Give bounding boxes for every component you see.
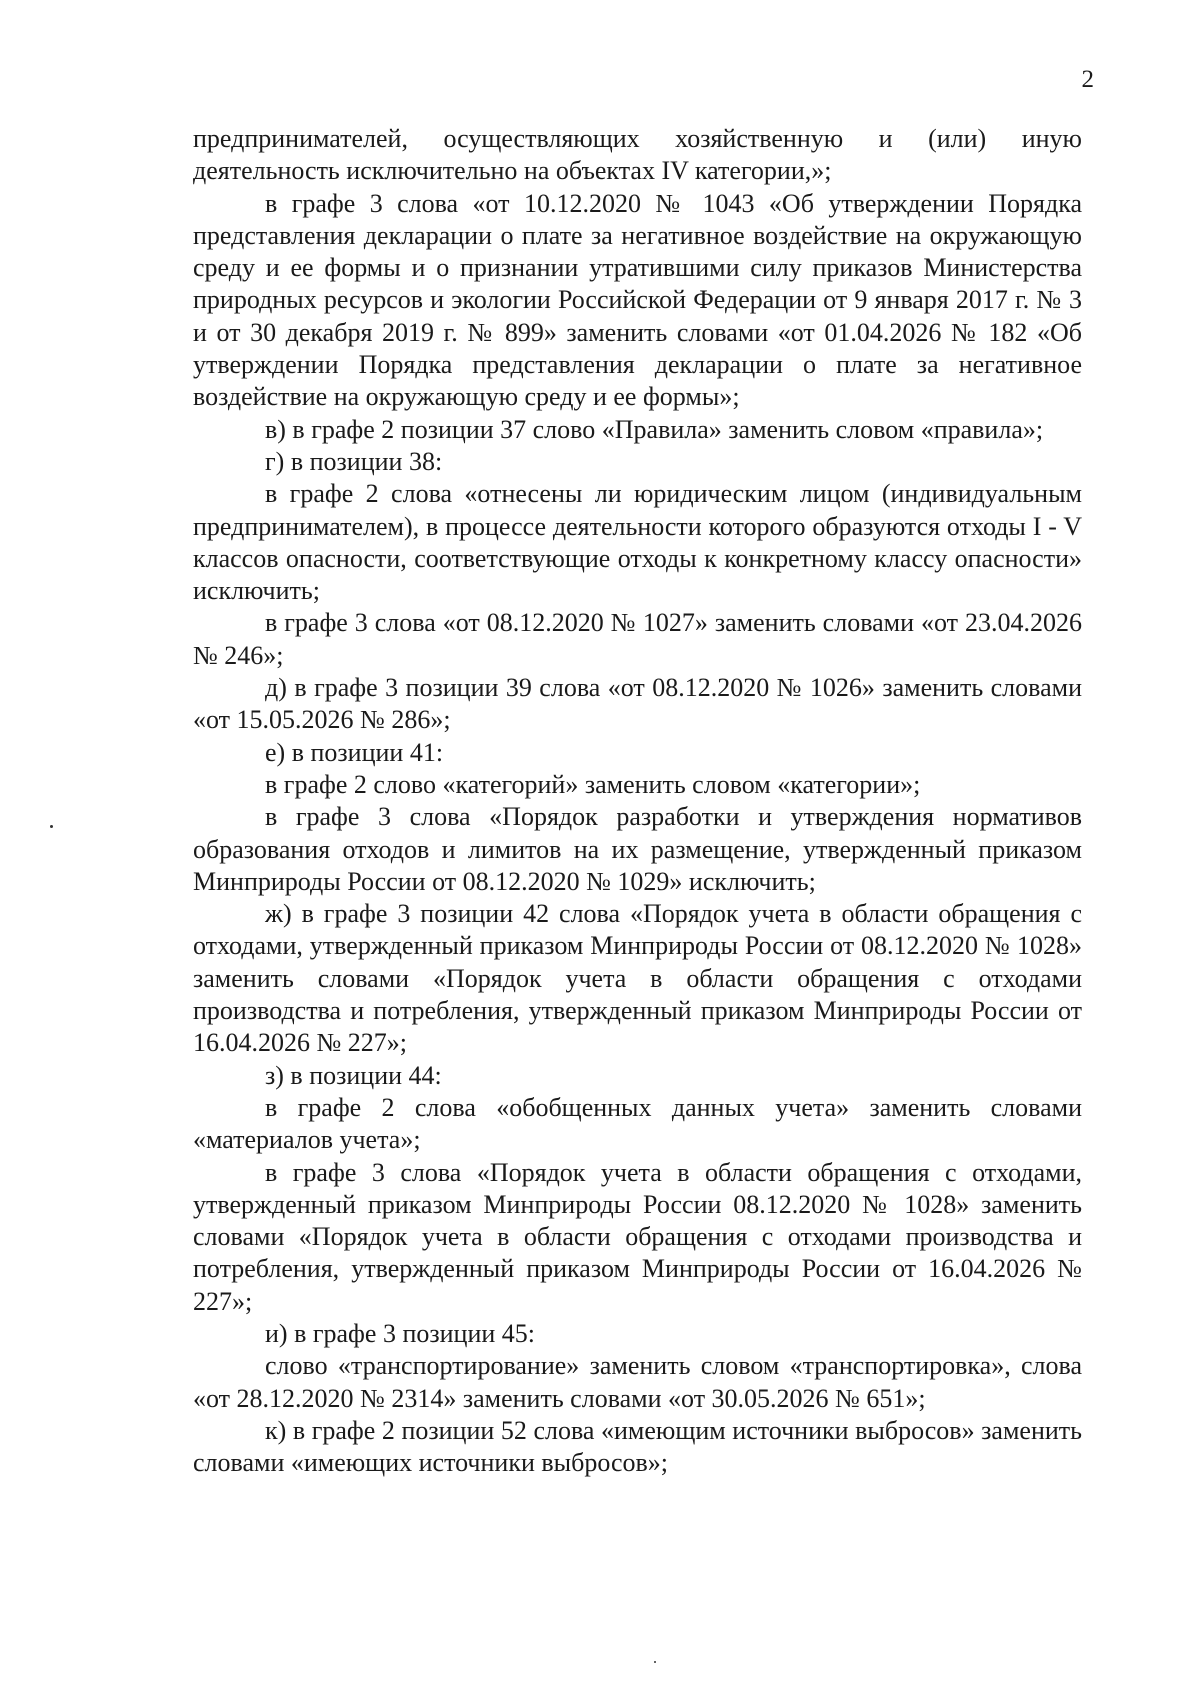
page-number: 2 [1081,66,1094,93]
paragraph: з) в позиции 44: [265,1060,442,1090]
paragraph: е) в позиции 41: [265,737,444,767]
paragraph: д) в графе 3 позиции 39 слова «от 08.12.2020 № 1026» заменить словами «от 15.05.2026 № 286»; [193,673,1082,735]
paragraph: слово «транспортирование» заменить словом «транспортировка», слова «от 28.12.2020 № 2314» заменить словами «от 30.05.2026 № 651»; [193,1351,1082,1413]
paragraph: в графе 3 слова «Порядок учета в области обращения с отходами, утвержденный приказом Минприроды России 08.12.2020 № 1028» заменить словами «Порядок учета в области обращения с отходами производства и потребления, утвержденный приказом Минприроды России от 16.04.2026 № 227»; [193,1157,1082,1316]
paragraph: в графе 3 слова «Порядок разработки и утверждения нормативов образования отходов и лимитов на их размещение, утвержденный приказом Минприроды России от 08.12.2020 № 1029» исключить; [193,802,1082,896]
paragraph: предпринимателей, осуществляющих хозяйственную и (или) иную деятельность исключительно на объектах IV категории,»; [193,124,1082,186]
paragraph: к) в графе 2 позиции 52 слова «имеющим источники выбросов» заменить словами «имеющих источники выбросов»; [193,1415,1082,1478]
scan-speck [654,1661,656,1663]
paragraph: в графе 2 слова «обобщенных данных учета» заменить словами «материалов учета»; [193,1092,1082,1155]
paragraph: ж) в графе 3 позиции 42 слова «Порядок учета в области обращения с отходами, утвержденный приказом Минприроды России от 08.12.2020 № 1028» заменить словами «Порядок учета в области обращения с отходами производства и потребления, утвержденный приказом Минприроды России от 16.04.2026 № 227»; [193,899,1082,1058]
scan-speck [50,825,53,828]
paragraph: в) в графе 2 позиции 37 слово «Правила» заменить словом «правила»; [265,414,1044,444]
paragraph: г) в позиции 38: [265,446,443,476]
paragraph: в графе 3 слова «от 10.12.2020 № 1043 «Об утверждении Порядка представления декларации о плате за негативное воздействие на окружающую среду и ее формы и о признании утратившими силу приказов Министерства природных ресурсов и экологии Российской Федерации от 9 января 2017 г. № 3 и от 30 декабря 2019 г. № 899» заменить словами «от 01.04.2026 № 182 «Об утверждении Порядка представления декларации о плате за негативное воздействие на окружающую среду и ее формы»; [193,188,1082,412]
paragraph: и) в графе 3 позиции 45: [265,1318,536,1348]
paragraph: в графе 2 слово «категорий» заменить словом «категории»; [265,769,921,799]
paragraph: в графе 3 слова «от 08.12.2020 № 1027» заменить словами «от 23.04.2026 № 246»; [193,608,1082,670]
paragraph: в графе 2 слова «отнесены ли юридическим лицом (индивидуальным предпринимателем), в процессе деятельности которого образуются отходы I - V классов опасности, соответствующие отходы к конкретному классу опасности» исключить; [193,479,1082,606]
document-body [193,123,1082,1479]
